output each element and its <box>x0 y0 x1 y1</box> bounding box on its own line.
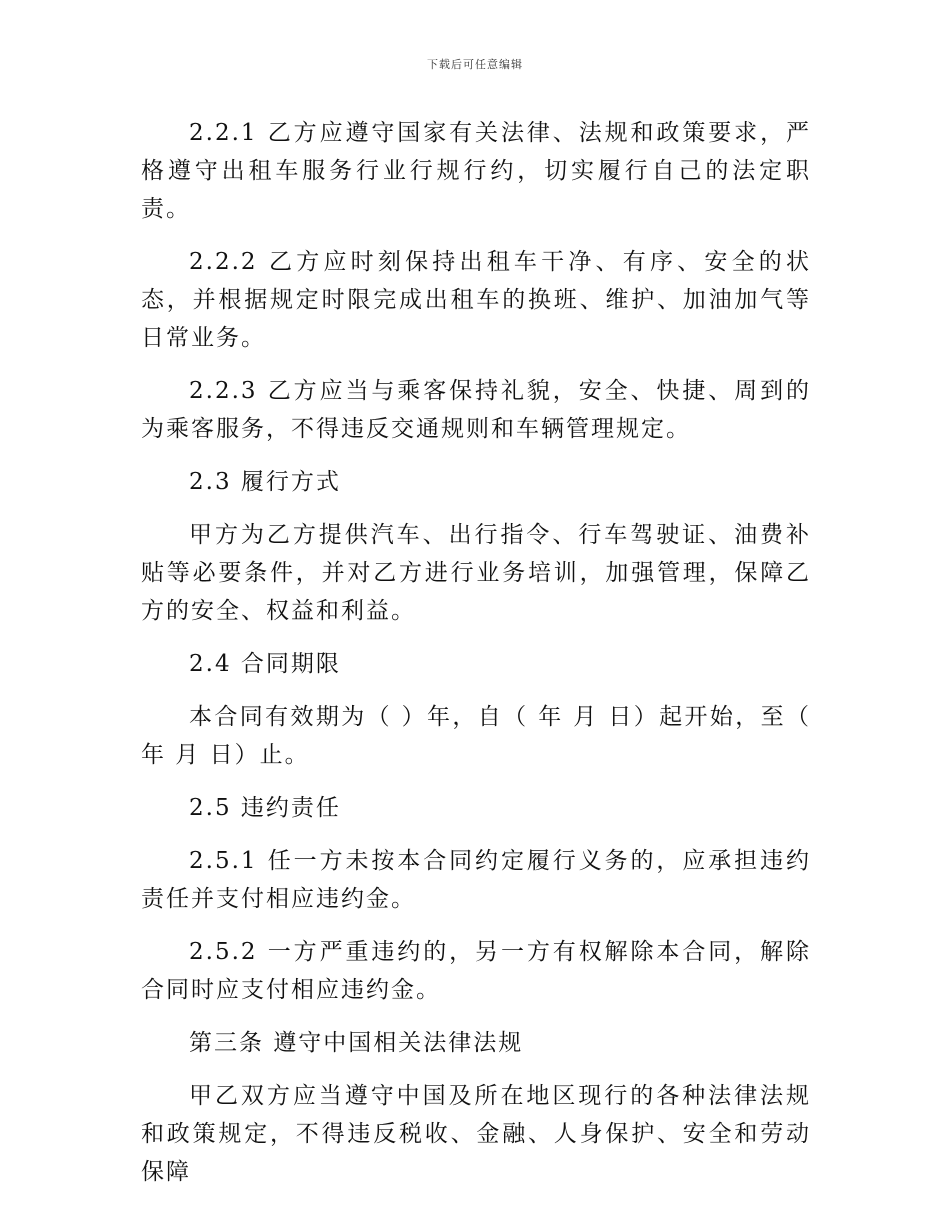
heading-2-3: 2.3 履行方式 <box>189 469 341 495</box>
document-body <box>141 114 811 1206</box>
clause-2-3-body: 甲方为乙方提供汽车、出行指令、行车驾驶证、油费补贴等必要条件，并对乙方进行业务培训，加强管理，保障乙方的安全、权益和利益。 <box>141 522 811 624</box>
clause-2-2-2: 2.2.2 乙方应时刻保持出租车干净、有序、安全的状态，并根据规定时限完成出租车的换班、维护、加油加气等日常业务。 <box>141 249 811 351</box>
clause-2-5-2: 2.5.2 一方严重违约的，另一方有权解除本合同，解除合同时应支付相应违约金。 <box>141 939 811 1003</box>
clause-2-4-body: 本合同有效期为（ ）年，自（ 年 月 日）起开始，至（ 年 月 日）止。 <box>141 704 811 768</box>
clause-2-5-1: 2.5.1 任一方未按本合同约定履行义务的，应承担违约责任并支付相应违约金。 <box>141 848 811 912</box>
page-header: 下载后可任意编辑 <box>427 58 523 71</box>
article-3-heading: 第三条 遵守中国相关法律法规 <box>189 1030 524 1056</box>
heading-2-5: 2.5 违约责任 <box>189 795 341 821</box>
clause-2-2-3: 2.2.3 乙方应当与乘客保持礼貌，安全、快捷、周到的为乘客服务，不得违反交通规则和车辆管理规定。 <box>141 378 811 442</box>
heading-2-4: 2.4 合同期限 <box>189 651 341 677</box>
clause-2-2-1: 2.2.1 乙方应遵守国家有关法律、法规和政策要求，严格遵守出租车服务行业行规行约，切实履行自己的法定职责。 <box>141 120 811 222</box>
article-3-body: 甲乙双方应当遵守中国及所在地区现行的各种法律法规和政策规定，不得违反税收、金融、人身保护、安全和劳动保障 <box>141 1083 811 1185</box>
